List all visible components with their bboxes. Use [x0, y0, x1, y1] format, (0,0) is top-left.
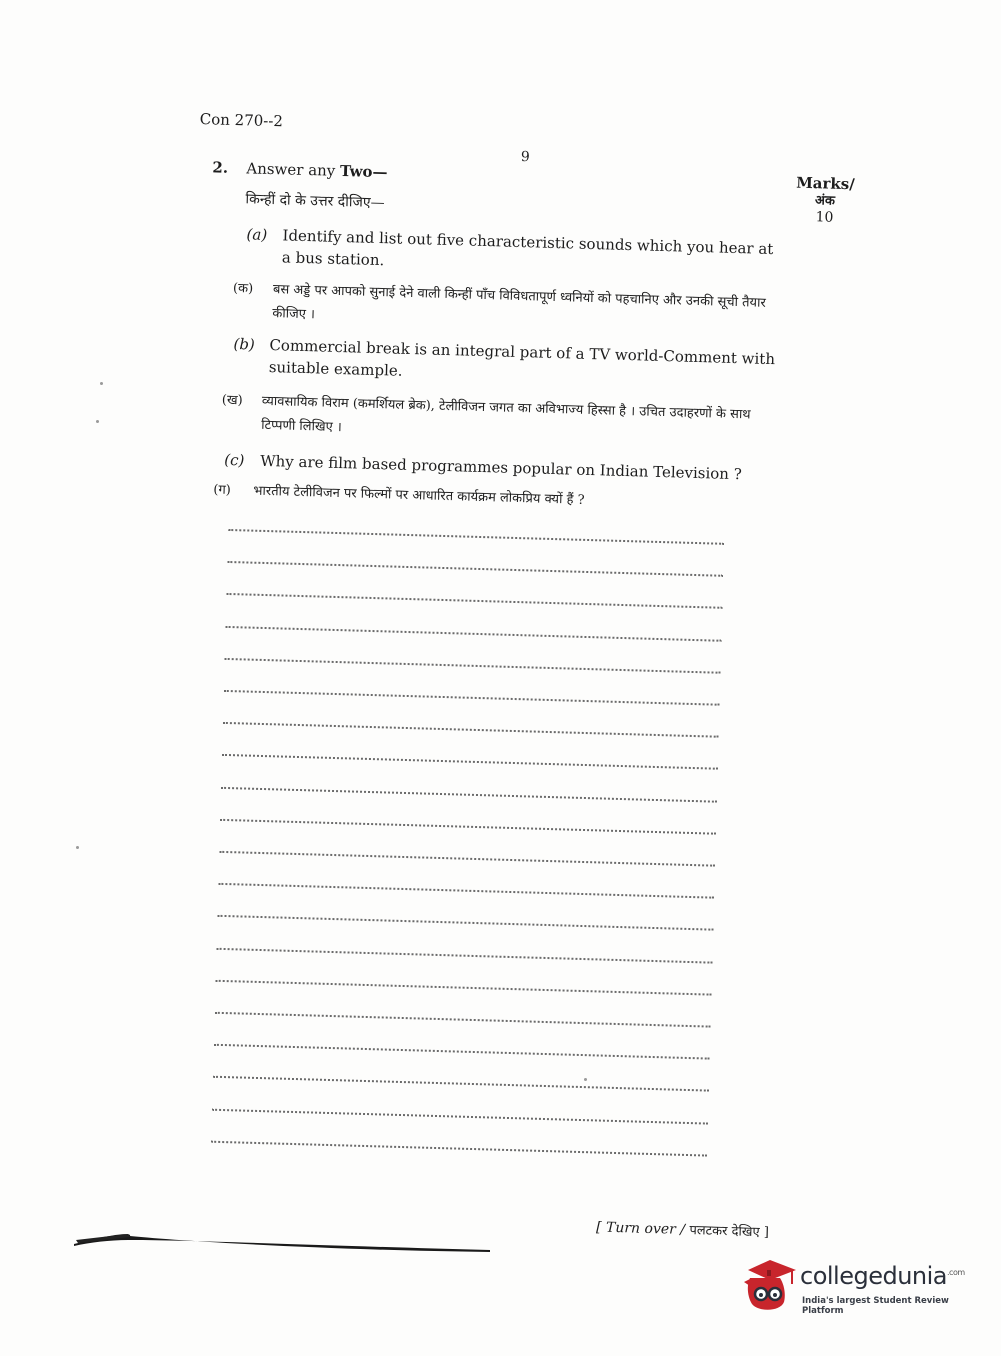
answer-line	[214, 1044, 710, 1060]
marks-label-hindi: अंक	[814, 193, 836, 209]
part-text: Commercial break is an integral part of a TV world-Comment with suitable example.	[268, 336, 776, 380]
part-text: Why are film based programmes popular on Indian Television ?	[259, 451, 743, 484]
marks-label: Marks/	[795, 173, 855, 194]
answer-line	[224, 690, 720, 706]
answer-line	[219, 851, 715, 867]
part-ka	[232, 277, 781, 340]
answer-line	[215, 1012, 711, 1028]
question-number: 2.	[212, 158, 229, 177]
question-heading-prefix: Answer any	[246, 159, 336, 180]
answer-line	[220, 819, 716, 835]
answer-line	[216, 980, 712, 996]
part-text: भारतीय टेलीविजन पर फिल्मों पर आधारित कार्यक्रम लोकप्रिय क्यों हैं ?	[253, 483, 585, 508]
answer-line	[222, 754, 718, 770]
scan-speck	[100, 382, 103, 385]
answer-line	[226, 626, 722, 642]
question-heading	[246, 159, 388, 181]
marks-box	[795, 175, 855, 228]
part-ga	[213, 479, 775, 519]
question-heading-bold: Two—	[339, 161, 388, 182]
part-label: (c)	[223, 450, 245, 470]
part-text: Identify and list out five characteristic sounds which you hear at a bus station.	[281, 226, 774, 270]
answer-line	[212, 1108, 708, 1124]
brand-domain-suffix: .com	[947, 1268, 965, 1277]
answer-line	[217, 947, 713, 963]
part-label: (ग)	[213, 482, 232, 499]
part-text: बस अड्डे पर आपको सुनाई देने वाली किन्हीं पाँच विविधतापूर्ण ध्वनियों को पहचानिए और उनकी सूची तैयार कीजिए ।	[272, 282, 766, 323]
pen-stroke	[72, 1228, 492, 1252]
student-mascot-icon	[740, 1256, 798, 1316]
answer-line	[218, 883, 714, 899]
answer-lines	[199, 110, 840, 131]
part-label: (क)	[232, 280, 254, 297]
brand-name: collegedunia$^{.com}$	[800, 1262, 965, 1290]
part-kha	[221, 389, 778, 453]
answer-line	[211, 1141, 707, 1157]
turn-over-text: [ Turn over /	[595, 1219, 686, 1238]
part-label: (b)	[233, 335, 256, 354]
collegedunia-watermark	[740, 1256, 970, 1316]
answer-line	[217, 915, 713, 931]
answer-line	[221, 786, 717, 802]
part-text: व्यावसायिक विराम (कमर्शियल ब्रेक), टेलीविजन जगत का अविभाज्य हिस्सा है । उचित उदाहरणों के साथ टिप्पणी लिखिए ।	[261, 393, 751, 436]
part-label: (a)	[246, 225, 268, 244]
paper-code: Con 270--2	[199, 110, 284, 131]
answer-line	[227, 561, 723, 577]
part-a	[246, 223, 783, 282]
question-heading-hindi: किन्हीं दो के उत्तर दीजिए—	[245, 191, 385, 212]
question-paper	[168, 110, 855, 1287]
marks-value: 10	[815, 209, 834, 226]
turn-over-hindi: पलटकर देखिए ]	[689, 1223, 770, 1241]
part-b	[233, 333, 780, 392]
answer-line	[226, 593, 722, 609]
answer-line	[228, 529, 724, 545]
answer-line	[225, 658, 721, 674]
part-label: (ख)	[221, 392, 243, 409]
scan-speck	[96, 420, 99, 423]
scan-speck	[76, 846, 79, 849]
answer-line	[223, 722, 719, 738]
answer-line	[213, 1076, 709, 1092]
scan-speck	[584, 1078, 587, 1081]
page-number: 9	[520, 148, 530, 166]
brand-tagline: India's largest Student Review Platform	[802, 1296, 949, 1316]
